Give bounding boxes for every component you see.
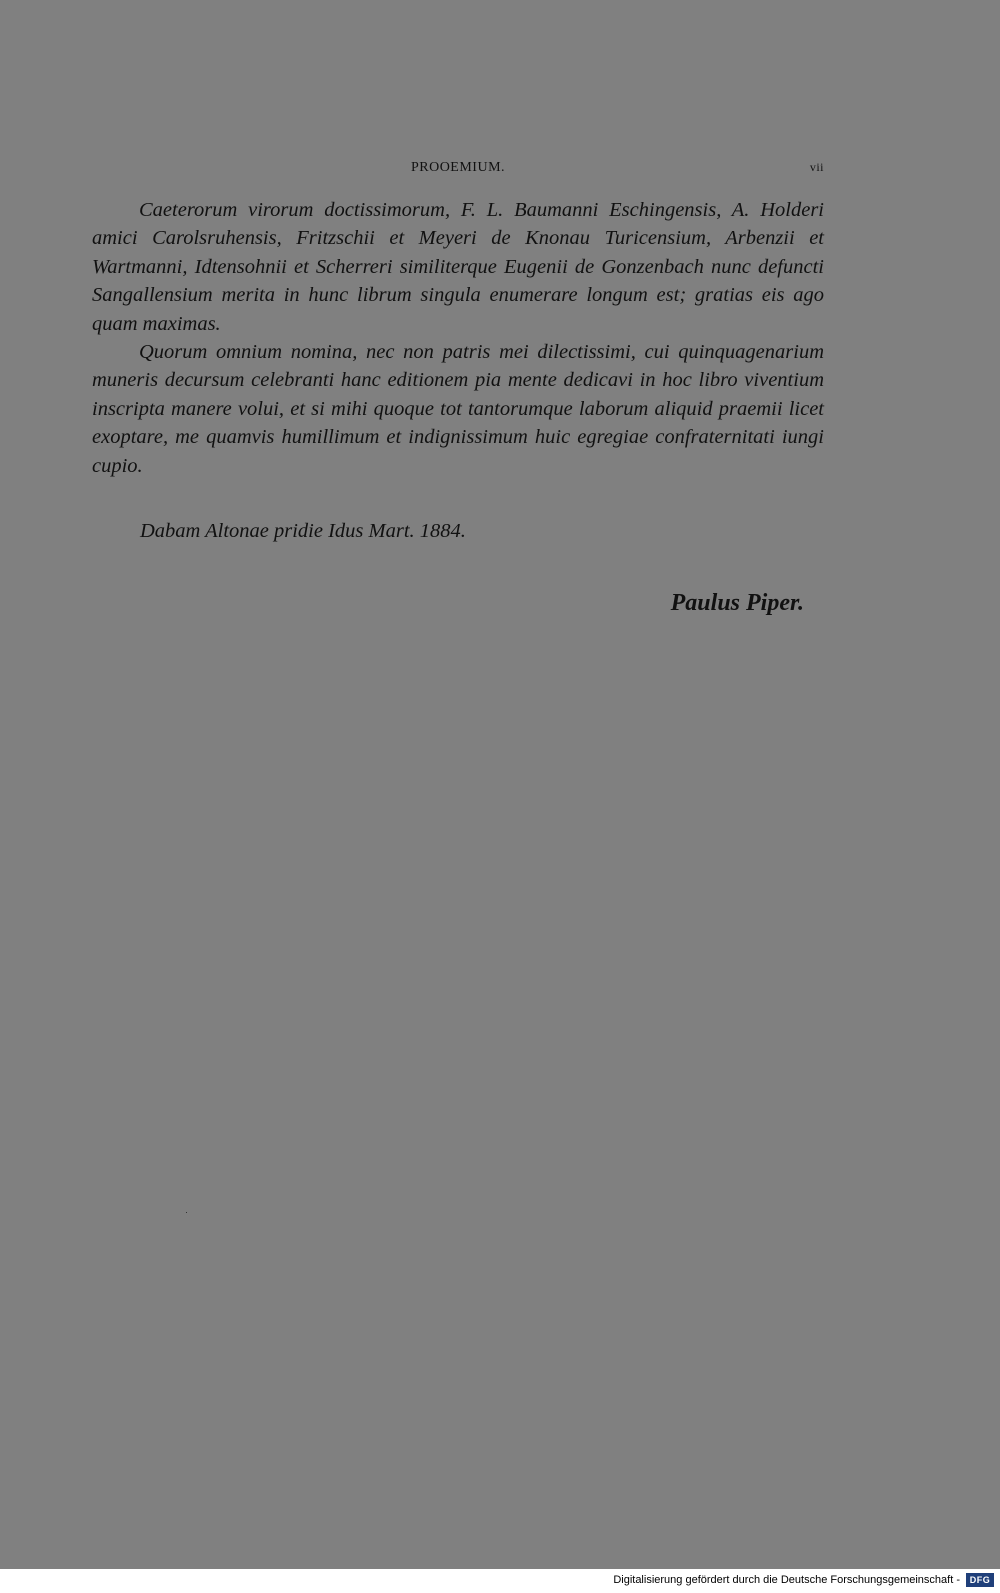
paragraph: Caeterorum virorum doctissimorum, F. L. Baumanni Eschingensis, A. Holderi amici Carolsruhensis, Fritzschii et Meyeri de Knonau Turicensium, Arbenzii et Wartmanni, Idtensohnii et Scherreri similiterque Eugenii de Gonzenbach nunc defuncti Sangallensium merita in hunc librum singula enumerare longum est; gratias eis ago quam maximas. [92,199,824,335]
footer-bar [0,1569,1000,1593]
dating-line: Dabam Altonae pridie Idus Mart. 1884. [140,520,466,542]
running-head-title: PROOEMIUM. [410,160,506,175]
paragraph: Quorum omnium nomina, nec non patris mei dilectissimi, cui quinquagenarium muneris decursum celebranti hanc editionem pia mente dedicavi in hoc libro viventium inscripta manere volui, et si mihi quoque tot tantorumque laborum aliquid praemii licet exoptare, me quamvis humillimum et indignissimum huic egregiae confraternitati iungi cupio. [92,341,824,477]
signature: Paulus Piper. [670,590,804,616]
footer-credit: Digitalisierung gefördert durch die Deutsche Forschungsgemeinschaft - [613,1574,960,1586]
page-number: vii [809,160,824,174]
scan-speck [186,1212,187,1213]
body-text [92,196,824,480]
running-head [92,160,824,180]
dfg-logo[interactable]: DFG [966,1573,994,1587]
